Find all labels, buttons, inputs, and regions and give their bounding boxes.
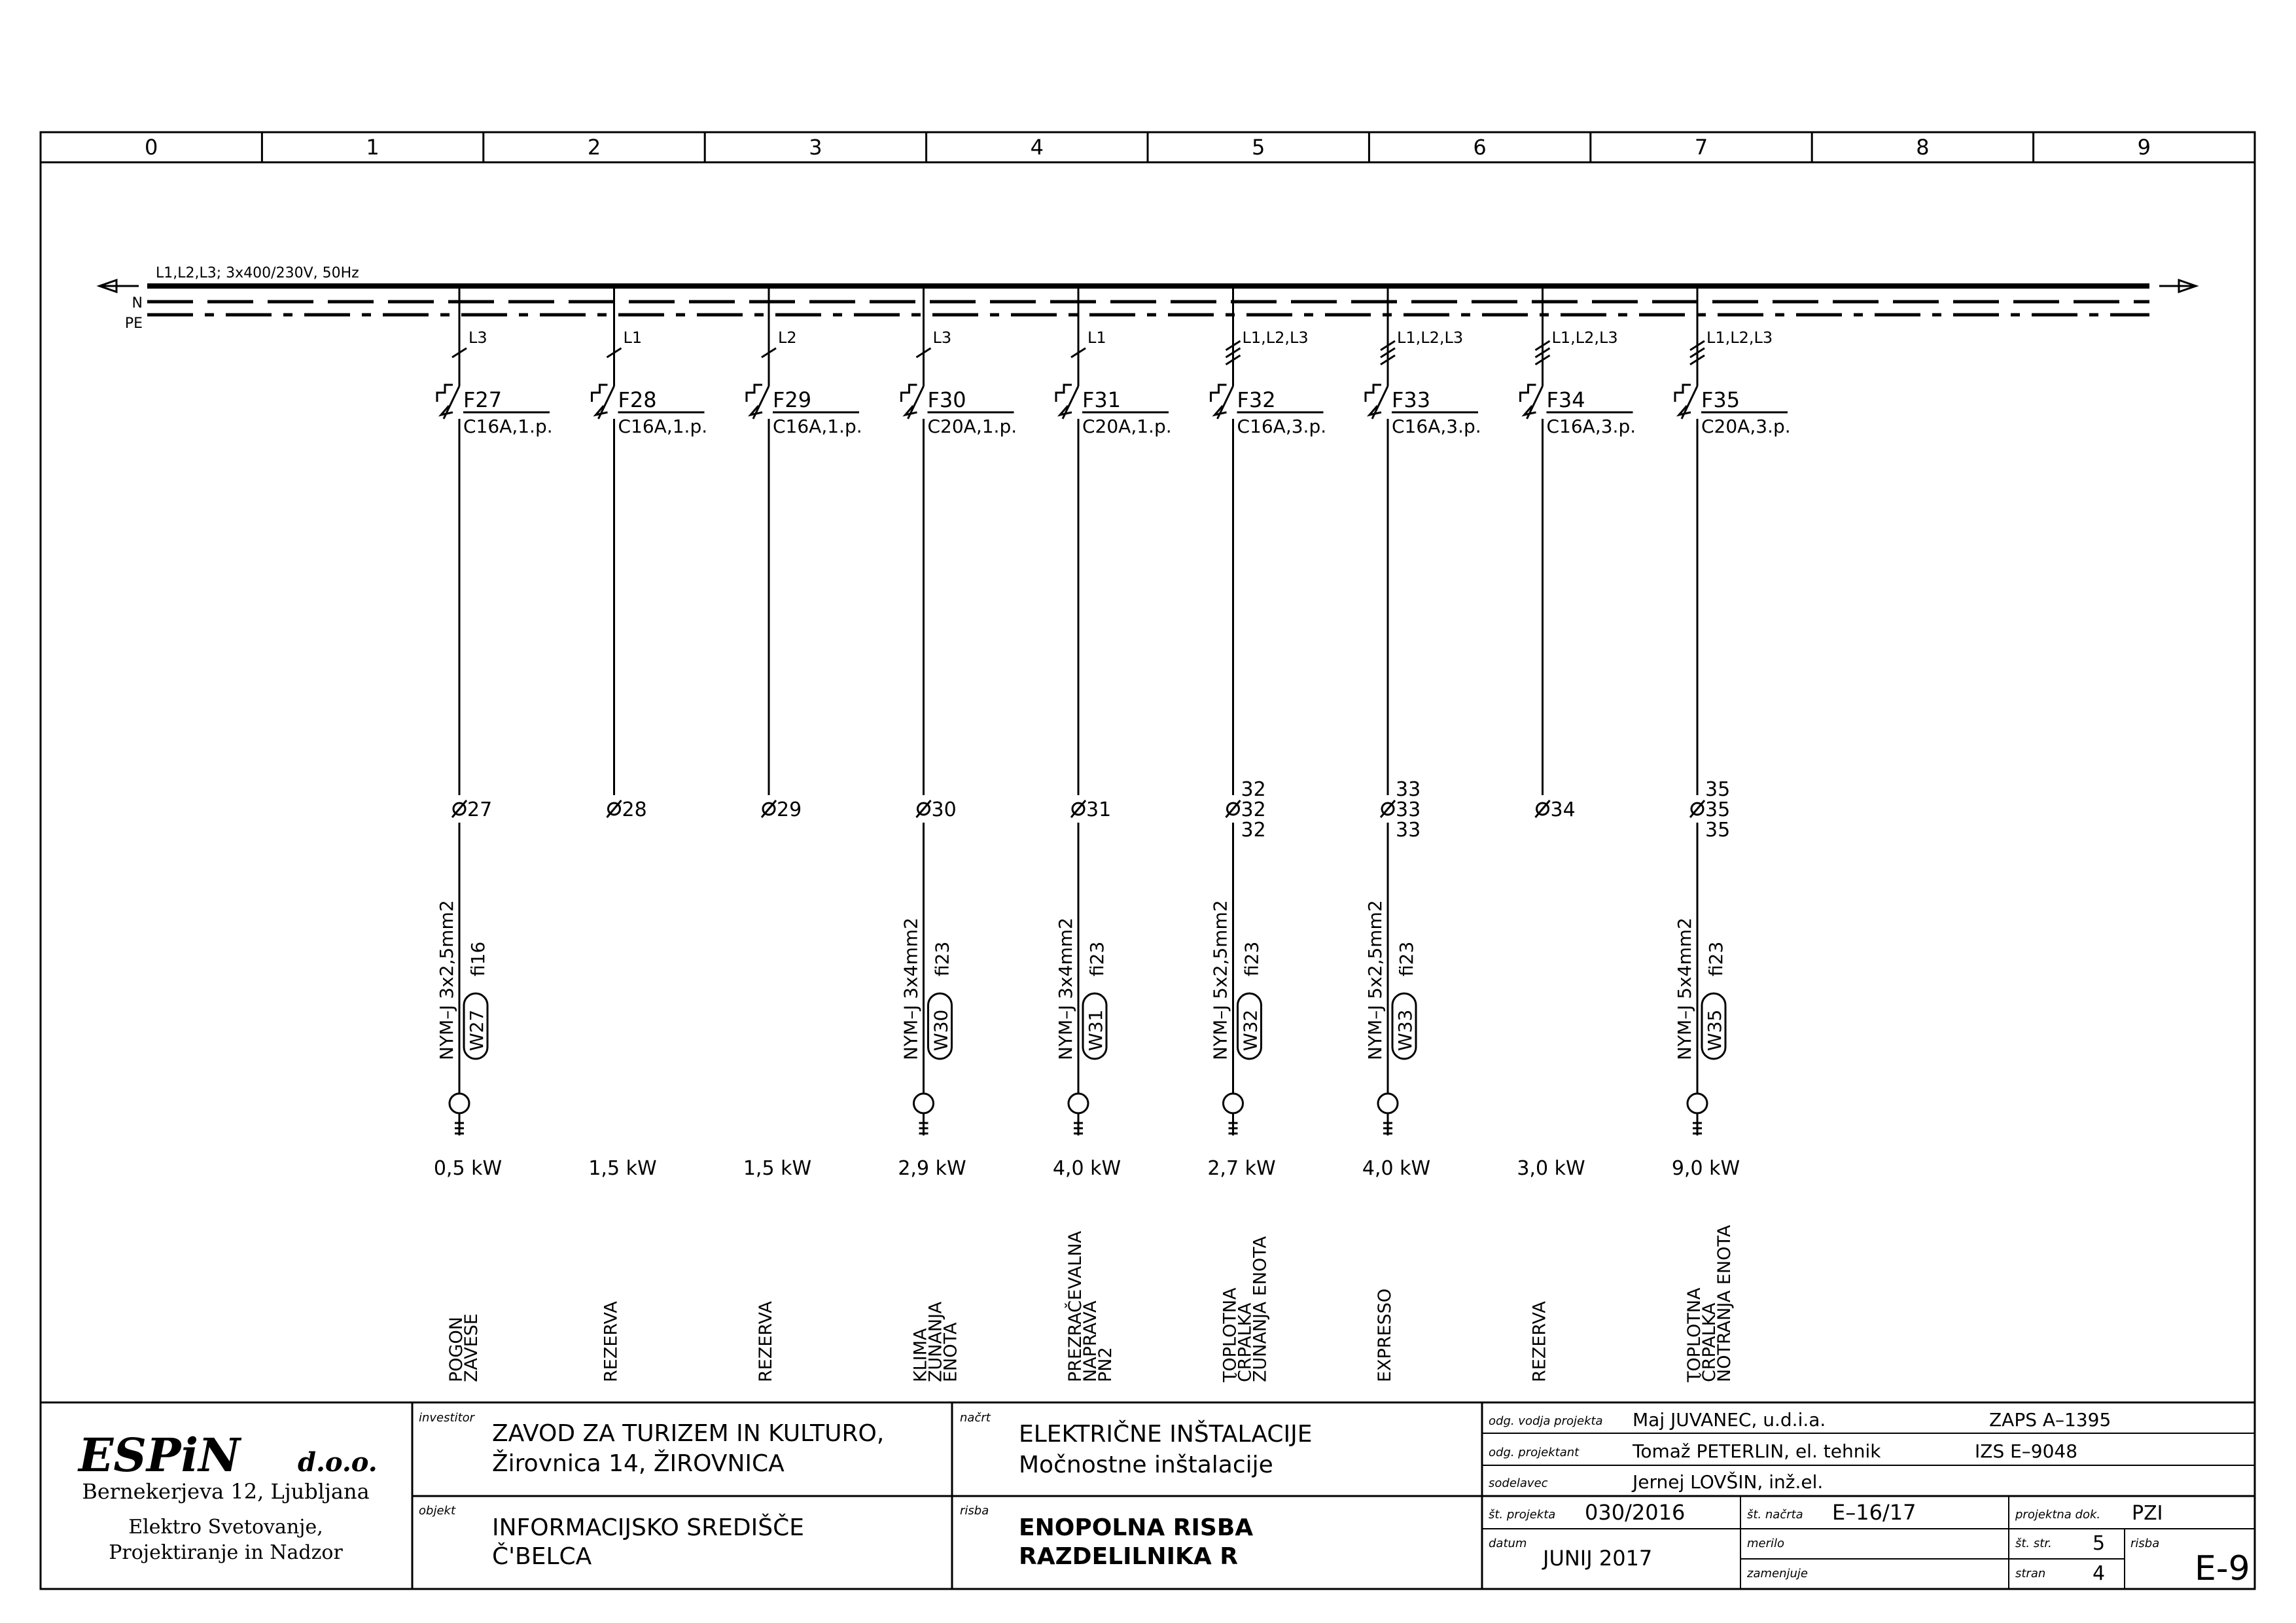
nacrt-line-1: ELEKTRIČNE INŠTALACIJE [1019,1421,1313,1448]
breaker-id: F31 [1082,387,1122,412]
company-services-2: Projektiranje in Nadzor [109,1541,343,1564]
circuit-description: REZERVA [601,1301,622,1382]
circuit-description: EXPRESSO [1375,1288,1395,1382]
zamenjuje-caption: zamenjuje [1747,1567,1808,1580]
circuit-description: TOPLOTNA [1684,1287,1704,1382]
terminal-number: 32 [1241,798,1266,821]
investitor-caption: investitor [419,1411,475,1425]
terminal-number: 34 [1550,798,1576,821]
terminal-number: 27 [467,798,493,821]
breaker-rating: C16A,1.p. [618,416,708,437]
breaker-rating: C20A,3.p. [1701,416,1791,437]
phase-label: L3 [468,329,487,347]
breaker-rating: C16A,3.p. [1237,416,1327,437]
phase-label: L1,L2,L3 [1242,329,1309,347]
wire-tag: W35 [1704,1009,1725,1051]
terminal-number: 33 [1396,798,1421,821]
circuit-description: ZUNANJA ENOTA [1250,1236,1271,1382]
power-rating: 4,0 kW [1362,1157,1431,1180]
conduit-size: fi23 [1241,941,1263,976]
terminal-number: 29 [777,798,802,821]
bus-label: L1,L2,L3; 3x400/230V, 50Hz [156,265,359,281]
projektna-dok-caption: projektna dok. [2015,1508,2101,1522]
risba-line-2: RAZDELILNIKA R [1019,1543,1238,1570]
circuit-description: ENOTA [940,1322,961,1382]
vodja-caption: odg. vodja projekta [1489,1414,1603,1428]
power-rating: 4,0 kW [1052,1157,1122,1180]
phase-label: L1,L2,L3 [1397,329,1464,347]
wire-tag: W31 [1085,1009,1106,1051]
investitor-line-1: ZAVOD ZA TURIZEM IN KULTURO, [492,1420,885,1447]
phase-label: L3 [932,329,952,347]
terminal-number: 33 [1396,819,1421,842]
vodja-name: Maj JUVANEC, u.d.i.a. [1633,1409,1826,1431]
phase-label: L1 [623,329,643,347]
cable-type: NYM–J 5x2,5mm2 [1364,900,1386,1060]
breaker-id: F27 [463,387,503,412]
phase-label: L1,L2,L3 [1551,329,1618,347]
terminal-number: 28 [622,798,647,821]
circuit-description: TOPLOTNA [1220,1287,1241,1382]
bus-n-label: N [132,295,143,312]
st-nacrta-value: E–16/17 [1832,1500,1916,1525]
wire-tag: W30 [930,1009,952,1051]
breaker-rating: C16A,1.p. [463,416,553,437]
circuit-description: POGON [446,1317,467,1382]
sodelavec-caption: sodelavec [1489,1476,1548,1490]
stran-caption: stran [2015,1567,2046,1580]
column-number: 6 [1473,135,1487,160]
risba-no-caption: risba [2130,1537,2160,1550]
power-rating: 1,5 kW [743,1157,812,1180]
company-suffix: d.o.o. [298,1447,378,1478]
cable-type: NYM–J 5x4mm2 [1674,918,1695,1060]
column-number: 5 [1252,135,1265,160]
column-number: 7 [1694,135,1708,160]
st-str-value: 5 [2093,1532,2106,1555]
bus-pe-label: PE [124,315,143,332]
projektant-name: Tomaž PETERLIN, el. tehnik [1633,1440,1881,1462]
phase-label: L1,L2,L3 [1706,329,1773,347]
power-rating: 3,0 kW [1517,1157,1585,1180]
breaker-rating: C20A,1.p. [927,416,1017,437]
circuit-description: PN2 [1095,1347,1116,1382]
power-rating: 2,7 kW [1207,1157,1276,1180]
company-name: ESPiN [79,1428,241,1482]
terminal-number: 35 [1705,778,1731,801]
breaker-rating: C16A,3.p. [1392,416,1481,437]
breaker-id: F30 [927,387,966,412]
conduit-size: fi23 [931,941,953,976]
investitor-line-2: Žirovnica 14, ŽIROVNICA [492,1450,785,1477]
conduit-size: fi16 [467,941,489,976]
projektant-id: IZS E–9048 [1975,1440,2078,1462]
breaker-rating: C16A,3.p. [1546,416,1636,437]
circuit-description: REZERVA [756,1301,776,1382]
column-number: 4 [1030,135,1044,160]
st-projekta-caption: št. projekta [1489,1508,1556,1522]
vodja-id: ZAPS A–1395 [1989,1409,2111,1431]
circuit-description: PREZRAČEVALNA [1065,1230,1086,1382]
projektant-caption: odg. projektant [1489,1446,1580,1459]
terminal-number: 35 [1705,819,1731,842]
breaker-rating: C16A,1.p. [773,416,862,437]
projektna-dok-value: PZI [2132,1502,2163,1525]
phase-label: L1 [1087,329,1106,347]
cable-type: NYM–J 3x4mm2 [1055,918,1076,1060]
circuit-description: NOTRANJA ENOTA [1714,1224,1735,1382]
breaker-rating: C20A,1.p. [1082,416,1172,437]
terminal-number: 32 [1241,778,1266,801]
column-number: 9 [2137,135,2151,160]
circuit-description: ČRPALKA [1699,1302,1720,1382]
nacrt-line-2: Močnostne inštalacije [1019,1452,1273,1478]
st-str-caption: št. str. [2015,1537,2052,1550]
breaker-id: F35 [1701,387,1740,412]
cable-type: NYM–J 5x2,5mm2 [1209,900,1231,1060]
phase-label: L2 [778,329,797,347]
datum-value: JUNIJ 2017 [1543,1546,1653,1571]
conduit-size: fi23 [1396,941,1417,976]
datum-caption: datum [1489,1537,1527,1550]
power-rating: 9,0 kW [1671,1157,1740,1180]
column-number: 3 [809,135,822,160]
objekt-line-2: Č'BELCA [492,1543,592,1570]
power-rating: 2,9 kW [898,1157,966,1180]
sodelavec-name: Jernej LOVŠIN, inž.el. [1633,1471,1824,1493]
terminal-number: 30 [931,798,957,821]
breaker-id: F28 [618,387,657,412]
conduit-size: fi23 [1705,941,1727,976]
terminal-number: 35 [1705,798,1731,821]
breaker-id: F29 [773,387,812,412]
nacrt-caption: načrt [960,1411,991,1425]
circuit-description: REZERVA [1529,1301,1550,1382]
wire-tag: W33 [1394,1009,1416,1051]
terminal-number: 31 [1086,798,1112,821]
cable-type: NYM–J 3x4mm2 [900,918,922,1060]
column-number: 8 [1916,135,1930,160]
circuit-description: NAPRAVA [1080,1300,1101,1382]
column-number: 2 [587,135,601,160]
st-projekta-value: 030/2016 [1585,1500,1686,1525]
breaker-id: F32 [1237,387,1276,412]
objekt-caption: objekt [419,1504,455,1518]
terminal-number: 33 [1396,778,1421,801]
circuit-description: ČRPALKA [1235,1302,1256,1382]
breaker-id: F33 [1392,387,1431,412]
stran-value: 4 [2093,1562,2106,1585]
risba-caption: risba [960,1504,989,1518]
circuit-description: ZAVESE [461,1313,482,1382]
risba-number: E-9 [2195,1549,2250,1588]
cable-type: NYM–J 3x2,5mm2 [436,900,457,1060]
conduit-size: fi23 [1086,941,1108,976]
power-rating: 0,5 kW [433,1157,503,1180]
column-number: 1 [366,135,380,160]
terminal-number: 32 [1241,819,1266,842]
objekt-line-1: INFORMACIJSKO SREDIŠČE [492,1514,804,1541]
column-number: 0 [145,135,158,160]
company-services-1: Elektro Svetovanje, [128,1516,323,1539]
circuit-description: KLIMA [910,1328,931,1382]
merilo-caption: merilo [1747,1537,1785,1550]
company-address: Bernekerjeva 12, Ljubljana [82,1479,370,1504]
risba-line-1: ENOPOLNA RISBA [1019,1514,1254,1541]
wire-tag: W32 [1239,1009,1262,1051]
st-nacrta-caption: št. načrta [1747,1508,1803,1522]
power-rating: 1,5 kW [588,1157,657,1180]
breaker-id: F34 [1546,387,1585,412]
wire-tag: W27 [466,1009,487,1051]
circuit-description: ZUNANJA [925,1301,946,1382]
